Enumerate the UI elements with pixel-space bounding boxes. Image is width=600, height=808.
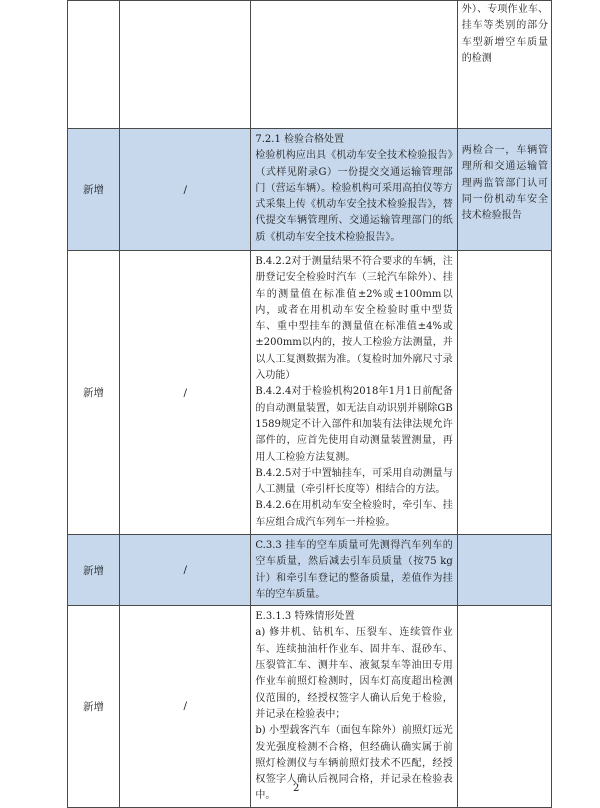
note-cell xyxy=(457,129,551,251)
change-type-cell: 新增 xyxy=(68,129,120,251)
new-text-cell xyxy=(251,251,457,535)
clause-paragraph: B.4.2.5对于中置轴挂车，可采用自动测量与人工测量（牵引杆长度等）相结合的方法。 xyxy=(255,467,453,496)
note-cell xyxy=(457,606,551,808)
new-text-cell xyxy=(251,606,457,808)
change-type-cell xyxy=(68,1,120,129)
change-type-cell: 新增 xyxy=(68,606,120,808)
clause-paragraph: B.4.2.4对于检验机构2018年1月1日前配备的自动测量装置，如无法自动识别并剔除GB 1589规定不计入部件和加装有法律法规允许部件的，应首先使用自动测量装置测量，再用人工检验方法复测。 xyxy=(255,386,453,463)
clause-heading: E.3.1.3 特殊情形处置 xyxy=(255,611,355,623)
clause-paragraph: B.4.2.2对于测量结果不符合要求的车辆，注册登记安全检验时汽车（三轮汽车除外）、挂车的测量值在标准值±2%或±100mm以内，或者在用机动车安全检验时重中型货车、重中型挂车的测量值在标准值±4%或±200mm以内的，按人工检验方法测量，并以人工复测数据为准。（复检时加外廓尺寸录入功能） xyxy=(255,256,453,382)
change-type-cell: 新增 xyxy=(68,251,120,535)
revision-table xyxy=(67,0,552,808)
clause-heading: 7.2.1 检验合格处置 xyxy=(255,134,344,145)
table-row xyxy=(68,606,552,808)
clause-paragraph: 检验机构应出具《机动车安全技术检验报告》（式样见附录G）一份提交交通运输管理部门（营运车辆）。检验机构可采用高拍仪等方式采集上传《机动车安全技术检验报告》，替代提交车辆管理所、交通运输管理部门的纸质《机动车安全技术检验报告》。 xyxy=(255,150,453,243)
note-cell xyxy=(457,251,551,535)
new-text-cell xyxy=(251,129,457,251)
note-cell xyxy=(457,1,551,129)
original-text-cell: / xyxy=(120,251,251,535)
new-text-cell xyxy=(251,535,457,606)
table-row xyxy=(68,129,552,251)
change-type-cell: 新增 xyxy=(68,535,120,606)
original-text-cell xyxy=(120,1,251,129)
note-text: 外）、专项作业车、挂车等类别的部分车型新增空车质量的检测 xyxy=(461,4,548,64)
original-text-cell: / xyxy=(120,535,251,606)
clause-paragraph: a) 修井机、钻机车、压裂车、连续管作业车、连续抽油杆作业车、固井车、混砂车、压裂管汇车、测井车、液氮泵车等油田专用作业车前照灯检测时，因车灯高度超出检测仪范围的，经授权签字人确认后免于检验，并记录在检验表中； xyxy=(255,627,453,720)
clause-paragraph: C.3.3 挂车的空车质量可先测得汽车列车的空车质量，然后减去引车员质量（按75 kg计）和牵引车登记的整备质量，差值作为挂车的空车质量。 xyxy=(255,540,453,600)
table-row xyxy=(68,535,552,606)
clause-paragraph: b) 小型载客汽车（面包车除外）前照灯远光发光强度检测不合格，但经确认确实属于前照灯检测仪与车辆前照灯技术不匹配，经授权签字人确认后视同合格，并记录在检验表中。 xyxy=(255,725,453,802)
table-row xyxy=(68,1,552,129)
table-row xyxy=(68,251,552,535)
note-cell xyxy=(457,535,551,606)
page-number: 2 xyxy=(293,783,300,794)
new-text-cell xyxy=(251,1,457,129)
original-text-cell: / xyxy=(120,606,251,808)
note-text: 两检合一，车辆管理所和交通运输管理两监管部门认可同一份机动车安全技术检验报告 xyxy=(461,145,548,222)
clause-paragraph: B.4.2.6在用机动车安全检验时，牵引车、挂车应组合成汽车列车一并检验。 xyxy=(255,500,453,528)
original-text-cell: / xyxy=(120,129,251,251)
